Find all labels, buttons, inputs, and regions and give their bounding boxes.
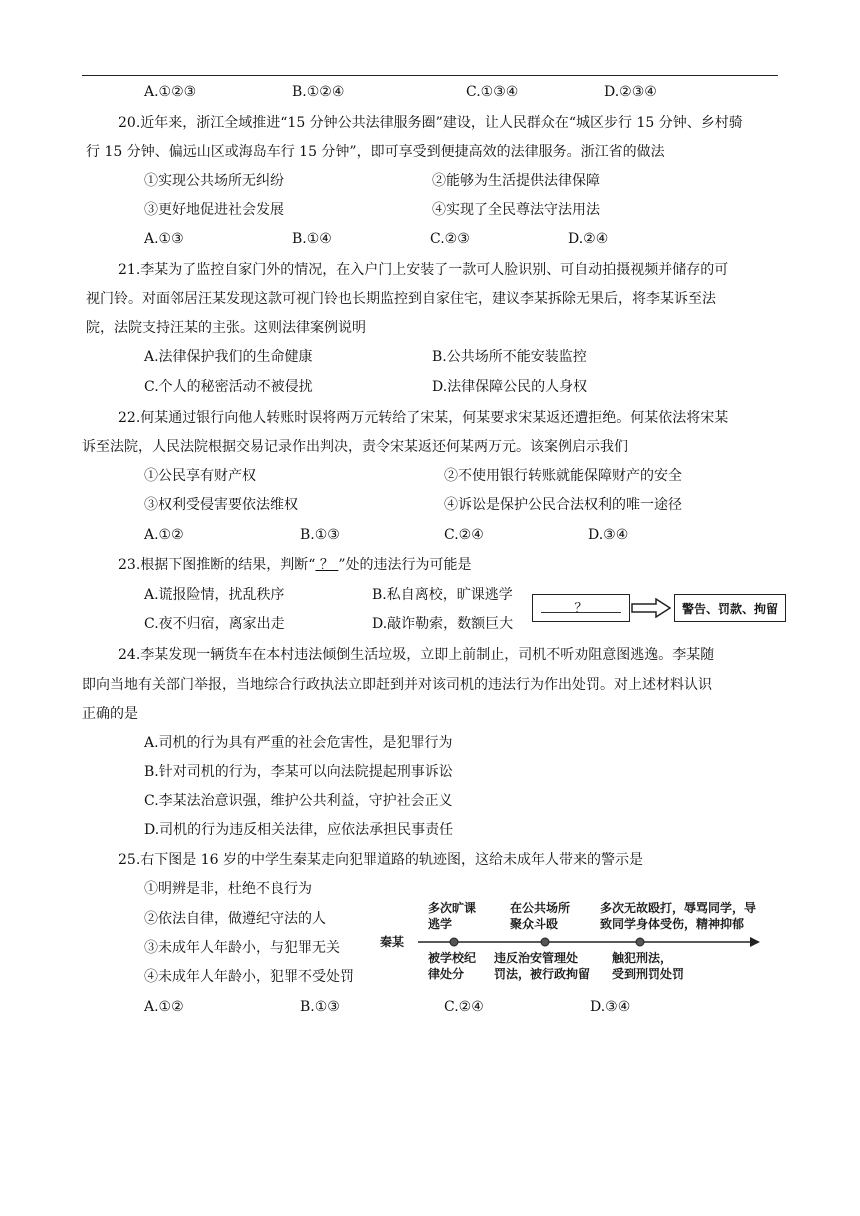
- q25-timeline-diagram: [378, 896, 774, 988]
- q25-option-d: D.③④: [590, 999, 631, 1015]
- q25-stem: 25.右下图是 16 岁的中学生秦某走向犯罪道路的轨迹图，这给未成年人带来的警示是: [118, 852, 643, 868]
- timeline-top-3-line2: 致同学身体受伤，精神抑郁: [600, 917, 745, 931]
- q23-stem-blank: ？: [315, 557, 339, 573]
- q20-item-1: ①实现公共场所无纠纷: [144, 173, 284, 189]
- q25-option-c: C.②④: [444, 999, 484, 1015]
- q22-item-3: ③权利受侵害要依法维权: [144, 497, 298, 513]
- q24-option-b: B.针对司机的行为，李某可以向法院提起刑事诉讼: [144, 764, 453, 780]
- timeline-bottom-2-line2: 罚法，被行政拘留: [494, 967, 591, 981]
- q23-option-b: B.私自离校，旷课逃学: [372, 587, 513, 603]
- timeline-bottom-3-line2: 受到刑罚处罚: [612, 967, 685, 981]
- q25-option-a: A.①②: [144, 999, 184, 1015]
- q22-option-d: D.③④: [588, 527, 629, 543]
- timeline-node-2: [541, 938, 549, 946]
- timeline-top-1-line1: 多次旷课: [428, 901, 477, 915]
- q20-stem-line2: 行 15 分钟、偏远山区或海岛车行 15 分钟”，即可享受到便捷高效的法律服务。浙江省的做法: [86, 144, 665, 160]
- q23-diagram-arrow: [630, 598, 672, 618]
- q20-item-3: ③更好地促进社会发展: [144, 202, 284, 218]
- q19-option-c: C.①③④: [466, 84, 519, 100]
- q20-item-2: ②能够为生活提供法律保障: [432, 173, 600, 189]
- q25-item-3: ③未成年人年龄小，与犯罪无关: [144, 940, 340, 956]
- q21-stem-line2: 视门铃。对面邻居汪某发现这款可视门铃也长期监控到自家住宅，建议李某拆除无果后，将李某诉至法: [86, 291, 716, 307]
- timeline-top-2-line2: 聚众斗殴: [510, 917, 559, 931]
- q22-stem-line1: 22.何某通过银行向他人转账时误将两万元转给了宋某，何某要求宋某返还遭拒绝。何某依法将宋某: [118, 410, 729, 426]
- timeline-top-3-line1: 多次无故殴打，辱骂同学，导: [600, 901, 757, 915]
- q21-option-d: D.法律保障公民的人身权: [432, 379, 588, 395]
- q22-option-a: A.①②: [144, 527, 184, 543]
- q22-option-c: C.②④: [444, 527, 484, 543]
- q24-option-c: C.李某法治意识强，维护公共利益，守护社会正义: [144, 793, 453, 809]
- q25-item-4: ④未成年人年龄小，犯罪不受处罚: [144, 969, 354, 985]
- q22-item-4: ④诉讼是保护公民合法权利的唯一途径: [444, 497, 682, 513]
- timeline-person: 秦某: [380, 935, 405, 949]
- q23-stem-pre: 23.根据下图推断的结果，判断“: [118, 557, 316, 573]
- q23-option-a: A.谎报险情，扰乱秩序: [144, 587, 285, 603]
- timeline-node-1: [450, 938, 458, 946]
- q19-option-a: A.①②③: [144, 84, 197, 100]
- q24-stem-line3: 正确的是: [82, 706, 138, 722]
- q24-stem-line1: 24.李某发现一辆货车在本村违法倾倒生活垃圾，立即上前制止，司机不听劝阻意图逃逸。李某随: [118, 647, 715, 663]
- q19-option-b: B.①②④: [292, 84, 345, 100]
- q22-option-b: B.①③: [300, 527, 340, 543]
- q23-stem: [118, 555, 472, 575]
- q22-item-1: ①公民享有财产权: [144, 468, 256, 484]
- q23-diagram-unknown-box: [532, 594, 630, 622]
- q20-item-4: ④实现了全民尊法守法用法: [432, 202, 600, 218]
- q23-option-c: C.夜不归宿，离家出走: [144, 616, 285, 632]
- q23-stem-post: ”处的违法行为可能是: [338, 557, 472, 573]
- q25-option-b: B.①③: [300, 999, 340, 1015]
- q20-option-b: B.①④: [292, 231, 332, 247]
- q24-option-a: A.司机的行为具有严重的社会危害性，是犯罪行为: [144, 735, 453, 751]
- q21-option-a: A.法律保护我们的生命健康: [144, 349, 313, 365]
- q22-stem-line2: 诉至法院，人民法院根据交易记录作出判决，责令宋某返还何某两万元。该案例启示我们: [82, 439, 628, 455]
- q25-item-2: ②依法自律，做遵纪守法的人: [144, 911, 326, 927]
- timeline-bottom-1-line1: 被学校纪: [428, 951, 477, 965]
- q20-option-d: D.②④: [568, 231, 609, 247]
- q21-option-b: B.公共场所不能安装监控: [432, 349, 587, 365]
- q25-item-1: ①明辨是非，杜绝不良行为: [144, 881, 312, 897]
- timeline-bottom-2-line1: 违反治安管理处: [494, 951, 579, 965]
- q20-option-a: A.①③: [144, 231, 184, 247]
- q23-diagram-result-text: 警告、罚款、拘留: [681, 602, 778, 616]
- q23-diagram-question-mark: ？: [574, 601, 588, 616]
- q23-diagram-result-box: [674, 594, 786, 622]
- timeline-bottom-3-line1: 触犯刑法，: [612, 951, 673, 965]
- q22-item-2: ②不使用银行转账就能保障财产的安全: [444, 468, 682, 484]
- q21-option-c: C.个人的秘密活动不被侵扰: [144, 379, 313, 395]
- q24-stem-line2: 即向当地有关部门举报，当地综合行政执法立即赶到并对该司机的违法行为作出处罚。对上述材料认识: [82, 677, 712, 693]
- q21-stem-line1: 21.李某为了监控自家门外的情况，在入户门上安装了一款可人脸识别、可自动拍摄视频并储存的可: [118, 262, 729, 278]
- timeline-top-2-line1: 在公共场所: [510, 901, 571, 915]
- q23-option-d: D.敲诈勒索，数额巨大: [372, 616, 514, 632]
- q21-stem-line3: 院，法院支持汪某的主张。这则法律案例说明: [86, 320, 366, 336]
- timeline-node-3: [636, 938, 644, 946]
- q19-option-d: D.②③④: [604, 84, 657, 100]
- timeline-top-1-line2: 逃学: [428, 917, 453, 931]
- q20-stem-line1: 20.近年来，浙江全域推进“15 分钟公共法律服务圈”建设，让人民群众在“城区步行 15 分钟、乡村骑: [118, 115, 743, 131]
- timeline-bottom-1-line2: 律处分: [428, 967, 465, 981]
- q24-option-d: D.司机的行为违反相关法律，应依法承担民事责任: [144, 822, 454, 838]
- timeline-arrowhead: [750, 937, 760, 947]
- q20-option-c: C.②③: [430, 231, 470, 247]
- header-rule: [82, 75, 778, 76]
